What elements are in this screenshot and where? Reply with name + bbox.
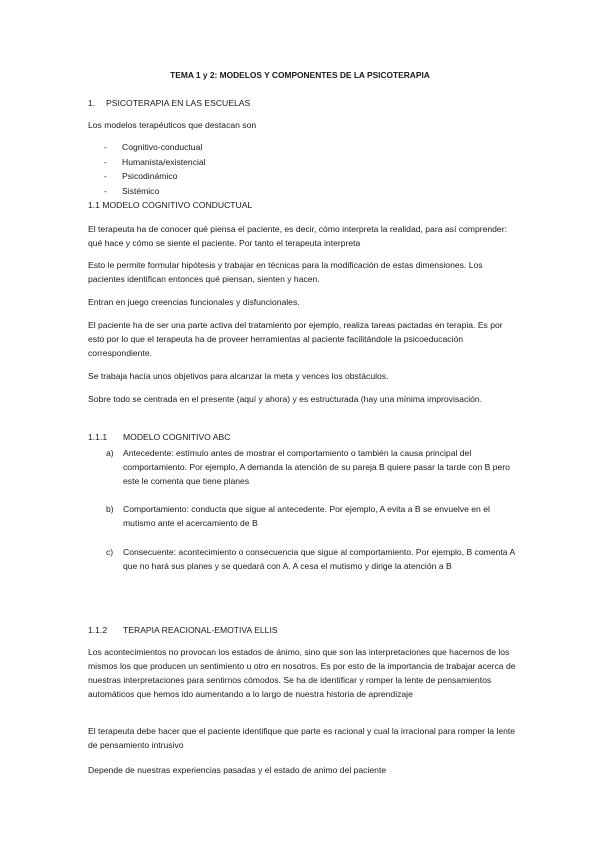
- item-letter: c): [106, 547, 114, 557]
- abc-item-behavior: Comportamiento: conducta que sigue al antecedente. Por ejemplo, A evita a B se envuelve en el mutismo ante el acercamiento de B: [123, 504, 490, 528]
- section-1-1-2-heading: TERAPIA REACIONAL-EMOTIVA ELLIS: [123, 625, 278, 635]
- paragraph: Los acontecimientos no provocan los estados de ánimo, sino que son las interpretaciones que hacemos de los mismos los que producen un sentimiento u otro en nosotros. Es por esto de la importancia de trabajar acerca de nuestras interpretaciones para sentirnos cómodos. Se ha de identificar y romper la lente de pensamientos automáticos que hemos ido aumentando a lo largo de nuestra historia de aprendizaje: [88, 647, 516, 699]
- therapeutic-models-list: [104, 140, 206, 199]
- list-item: - Humanista/existencial: [104, 155, 206, 170]
- abc-item-consequence: Consecuente: acontecimiento o consecuencia que sigue al comportamiento. Por ejemplo, B comenta A que no hará sus planes y se quedará con A. A cesa el mutismo y dirige la atención a B: [123, 547, 515, 571]
- section-1-1-heading: 1.1 MODELO COGNITIVO CONDUCTUAL: [88, 200, 253, 210]
- item-letter: a): [106, 448, 114, 458]
- paragraph: Se trabaja hacía unos objetivos para alcanzar la meta y vences los obstáculos.: [88, 371, 389, 381]
- section-1-intro: Los modelos terapéuticos que destacan son: [88, 120, 257, 130]
- paragraph: El terapeuta debe hacer que el paciente identifique que parte es racional y cual la irracional para romper la lente de pensamiento intrusivo: [88, 726, 516, 750]
- paragraph: Sobre todo se centrada en el presente (aquí y ahora) y es estructurada (hay una mínima improvisación.: [88, 394, 483, 404]
- list-item: - Sistémico: [104, 184, 206, 199]
- paragraph: Depende de nuestras experiencias pasadas y el estado de animo del paciente: [88, 765, 387, 775]
- list-item: - Cognitivo-conductual: [104, 140, 206, 155]
- abc-item-antecedent: Antecedente: estímulo antes de mostrar el comportamiento o también la causa principal del comportamiento. Por ejemplo, A demanda la atención de su pareja B quiere pasar la tarde con B pero este le comenta que tiene planes: [123, 448, 510, 486]
- section-1-1-2-number: 1.1.2: [88, 625, 108, 635]
- paragraph: Esto le permite formular hipótesis y trabajar en técnicas para la modificación de estas dimensiones. Los pacientes identifican entonces qué piensan, sienten y hacen.: [88, 260, 483, 284]
- paragraph: Entran en juego creencias funcionales y disfuncionales.: [88, 297, 300, 307]
- section-1-heading: PSICOTERAPIA EN LAS ESCUELAS: [106, 98, 251, 108]
- document-title: TEMA 1 y 2: MODELOS Y COMPONENTES DE LA PSICOTERAPIA: [170, 70, 430, 80]
- section-1-1-1-heading: MODELO COGNITIVO ABC: [123, 432, 231, 442]
- item-letter: b): [106, 504, 114, 514]
- paragraph: El paciente ha de ser una parte activa del tratamiento por ejemplo, realiza tareas pactadas en terapia. Es por esto por lo que el terapeuta ha de proveer herramientas al paciente facilitándole la psicoeducación correspondiente.: [88, 320, 503, 358]
- section-1-number: 1.: [88, 98, 96, 108]
- paragraph: El terapeuta ha de conocer qué piensa el paciente, es decir, cómo interpreta la realidad, para así comprender: qué hace y cómo se siente el paciente. Por tanto el terapeuta interpreta: [88, 224, 507, 248]
- section-1-1-1-number: 1.1.1: [88, 432, 108, 442]
- list-item: - Psicodinámico: [104, 169, 206, 184]
